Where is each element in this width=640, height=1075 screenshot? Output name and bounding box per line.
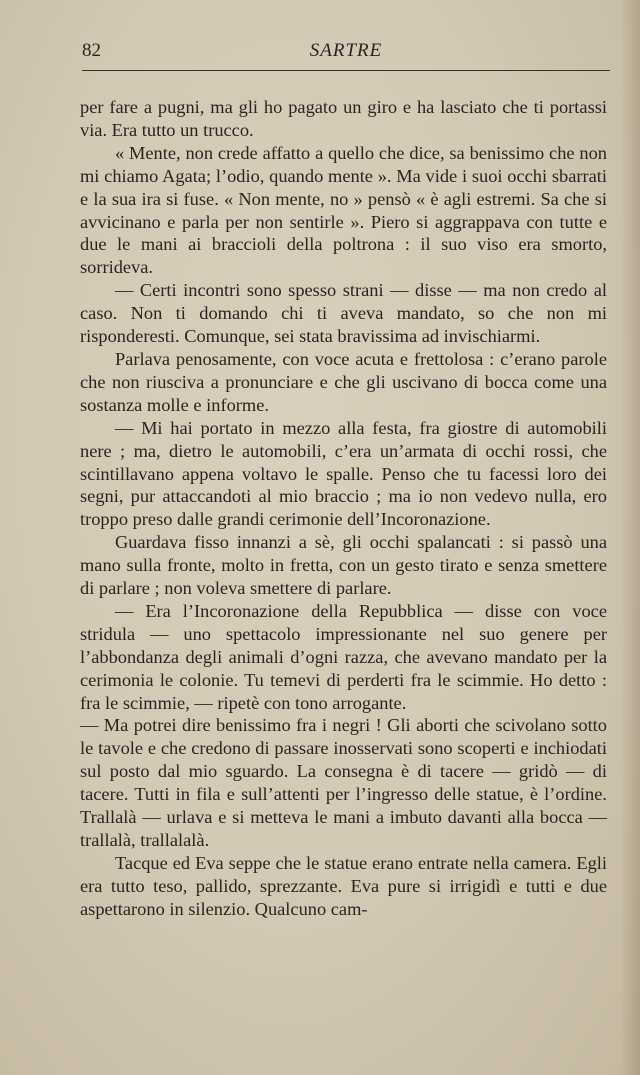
page-edge-shadow	[620, 0, 640, 1075]
paragraph: « Mente, non crede affatto a quello che dice, sa benissimo che non mi chiamo Agata; l’odio, quando mente ». Ma vide i suoi occhi sbarrati e la sua ira si fuse. « Non mente, no » pensò « è agli estremi. Sa che si avvicinano e parla per non sentirle ». Piero si aggrappava con tutte e due le mani ai braccioli della poltrona : il suo viso era smorto, sorrideva.	[80, 142, 607, 278]
running-title: SARTRE	[309, 40, 383, 61]
paragraph: — Era l’Incoronazione della Repubblica — disse con voce stridula — uno spettacolo impressionante nel suo genere per l’abbondanza degli animali d’ogni razza, che avevano mandato per la cerimonia le colonie. Tu temevi di perderti fra le scimmie. Ho detto : fra le scimmie, — ripetè con tono arrogante.	[80, 600, 607, 713]
header-rule	[82, 70, 610, 71]
paragraph: Parlava penosamente, con voce acuta e frettolosa : c’erano parole che non riusciva a pronunciare e che gli uscivano di bocca come una sostanza molle e informe.	[80, 348, 607, 415]
paragraph: — Mi hai portato in mezzo alla festa, fra giostre di automobili nere ; ma, dietro le automobili, c’era un’armata di occhi rossi, che scintillavano appena voltavo le spalle. Penso che tu facessi loro dei segni, pur attaccandoti al mio braccio ; ma io non vedevo nulla, ero troppo preso dalle grandi cerimonie dell’Incoronazione.	[80, 417, 607, 530]
paragraph: — Certi incontri sono spesso strani — disse — ma non credo al caso. Non ti domando chi ti aveva mandato, so che non mi risponderesti. Comunque, sei stata bravissima ad invischiarmi.	[80, 280, 607, 347]
page-number: 82	[82, 40, 101, 61]
paragraph: — Ma potrei dire benissimo fra i negri ! Gli aborti che scivolano sotto le tavole e che credono di passare inosservati sono scoperti e inchiodati sul posto dal mio sguardo. La consegna è di tacere — gridò — di tacere. Tutti in fila e sull’attenti per l’ingresso delle statue, è l’ordine. Trallalà — urlava e si metteva le mani a imbuto davanti alla bocca — trallalà, trallalalà.	[80, 715, 607, 850]
paragraph: Guardava fisso innanzi a sè, gli occhi spalancati : si passò una mano sulla fronte, molto in fretta, con un gesto tirato e senza smettere di parlare ; non voleva smettere di parlare.	[80, 532, 607, 599]
body-text	[80, 96, 607, 921]
paragraph: per fare a pugni, ma gli ho pagato un giro e ha lasciato che ti portassi via. Era tutto un trucco.	[80, 97, 607, 140]
page-header	[82, 40, 610, 66]
paragraph: Tacque ed Eva seppe che le statue erano entrate nella camera. Egli era tutto teso, pallido, sprezzante. Eva pure si irrigidì e tutti e due aspettarono in silenzio. Qualcuno cam-	[80, 852, 607, 919]
